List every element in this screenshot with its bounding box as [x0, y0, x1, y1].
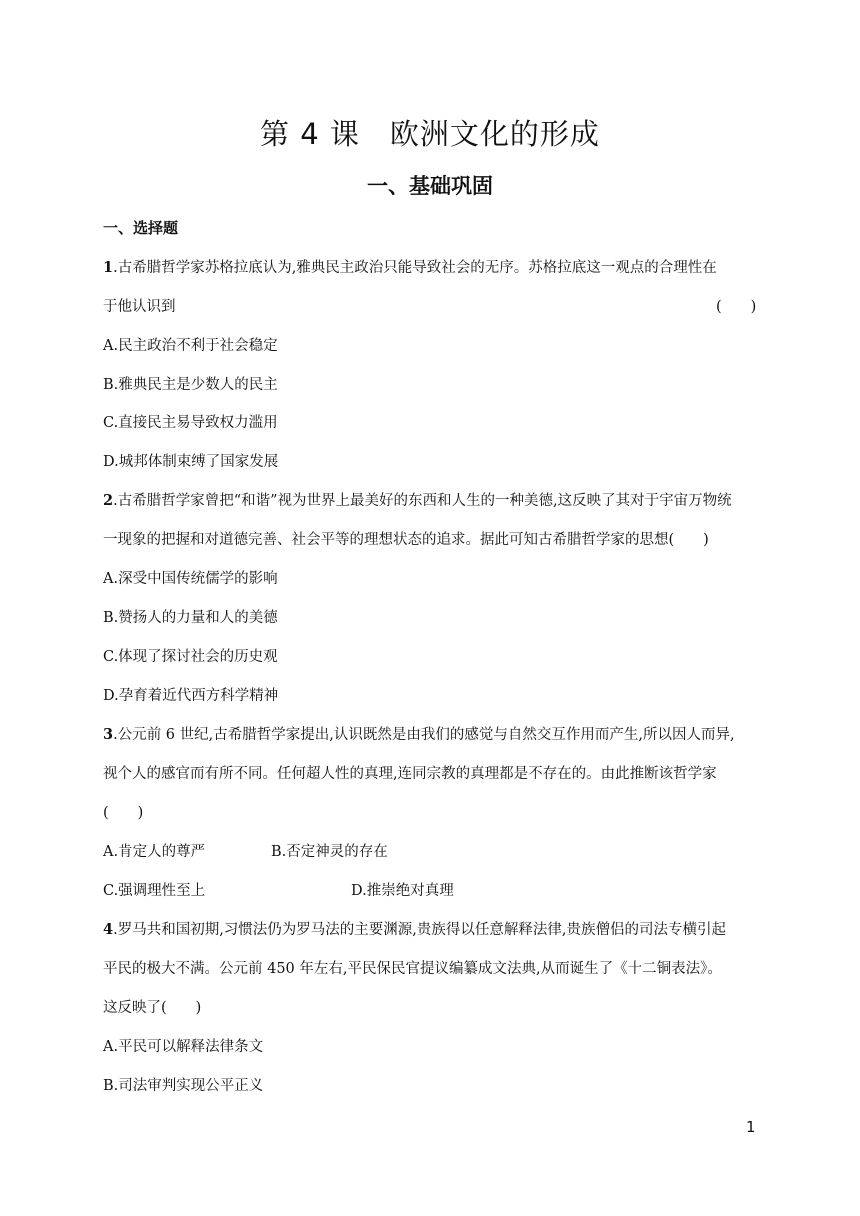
question-2-text-1: .古希腊哲学家曾把“和谐”视为世界上最美好的东西和人生的一种美德,这反映了其对于宇宙万物统 [113, 493, 732, 509]
question-4-line-2: 平民的极大不满。公元前 450 年左右,平民保民官提议编纂成文法典,从而诞生了《十二铜表法》。 [103, 961, 722, 977]
question-2-option-a: A.深受中国传统儒学的影响 [103, 571, 278, 587]
question-3-option-b: B.否定神灵的存在 [271, 844, 388, 860]
question-2-number: 2 [103, 492, 114, 509]
question-4-option-b: B.司法审判实现公平正义 [103, 1078, 264, 1094]
question-3-line-2: 视个人的感官而有所不同。任何超人性的真理,连同宗教的真理都是不存在的。由此推断该哲学家 [103, 766, 717, 782]
question-1-option-b: B.雅典民主是少数人的民主 [103, 377, 278, 393]
question-3-text-1: .公元前 6 世纪,古希腊哲学家提出,认识既然是由我们的感觉与自然交互作用而产生,所以因人而异, [113, 727, 735, 743]
section-heading: 一、选择题 [103, 219, 179, 237]
lesson-title: 第 4 课 欧洲文化的形成 [260, 117, 600, 151]
question-1-line-1 [103, 258, 717, 278]
question-2-line-1 [103, 491, 732, 511]
question-1-option-d: D.城邦体制束缚了国家发展 [103, 454, 279, 470]
question-3-option-a: A.肯定人的尊严 [103, 844, 206, 860]
question-4-line-1 [103, 920, 726, 940]
question-2-option-b: B.赞扬人的力量和人的美德 [103, 610, 278, 626]
question-4-number: 4 [103, 921, 114, 938]
question-4-line-3: 这反映了( ) [103, 1000, 202, 1016]
question-1-option-c: C.直接民主易导致权力滥用 [103, 415, 278, 431]
question-4-text-1: .罗马共和国初期,习惯法仍为罗马法的主要渊源,贵族得以任意解释法律,贵族僧侣的司法专横引起 [113, 922, 727, 938]
question-1-answer-blank: ( ) [716, 299, 757, 315]
question-2-line-2: 一现象的把握和对道德完善、社会平等的理想状态的追求。据此可知古希腊哲学家的思想( ) [103, 532, 709, 548]
question-3-number: 3 [103, 726, 114, 743]
question-2-option-d: D.孕育着近代西方科学精神 [103, 688, 279, 704]
question-1-number: 1 [103, 259, 114, 276]
question-4-option-a: A.平民可以解释法律条文 [103, 1039, 264, 1055]
question-2-option-c: C.体现了探讨社会的历史观 [103, 649, 278, 665]
question-3-option-c: C.强调理性至上 [103, 883, 206, 899]
question-1-line-2: 于他认识到 [103, 299, 176, 315]
question-3-line-1 [103, 725, 735, 745]
part-title: 一、基础巩固 [367, 174, 493, 198]
question-3-option-d: D.推崇绝对真理 [351, 883, 454, 899]
question-3-line-3: ( ) [103, 805, 144, 821]
page-number: 1 [746, 1118, 756, 1136]
question-1-option-a: A.民主政治不利于社会稳定 [103, 338, 278, 354]
question-1-text-1: .古希腊哲学家苏格拉底认为,雅典民主政治只能导致社会的无序。苏格拉底这一观点的合理性在 [113, 260, 717, 276]
